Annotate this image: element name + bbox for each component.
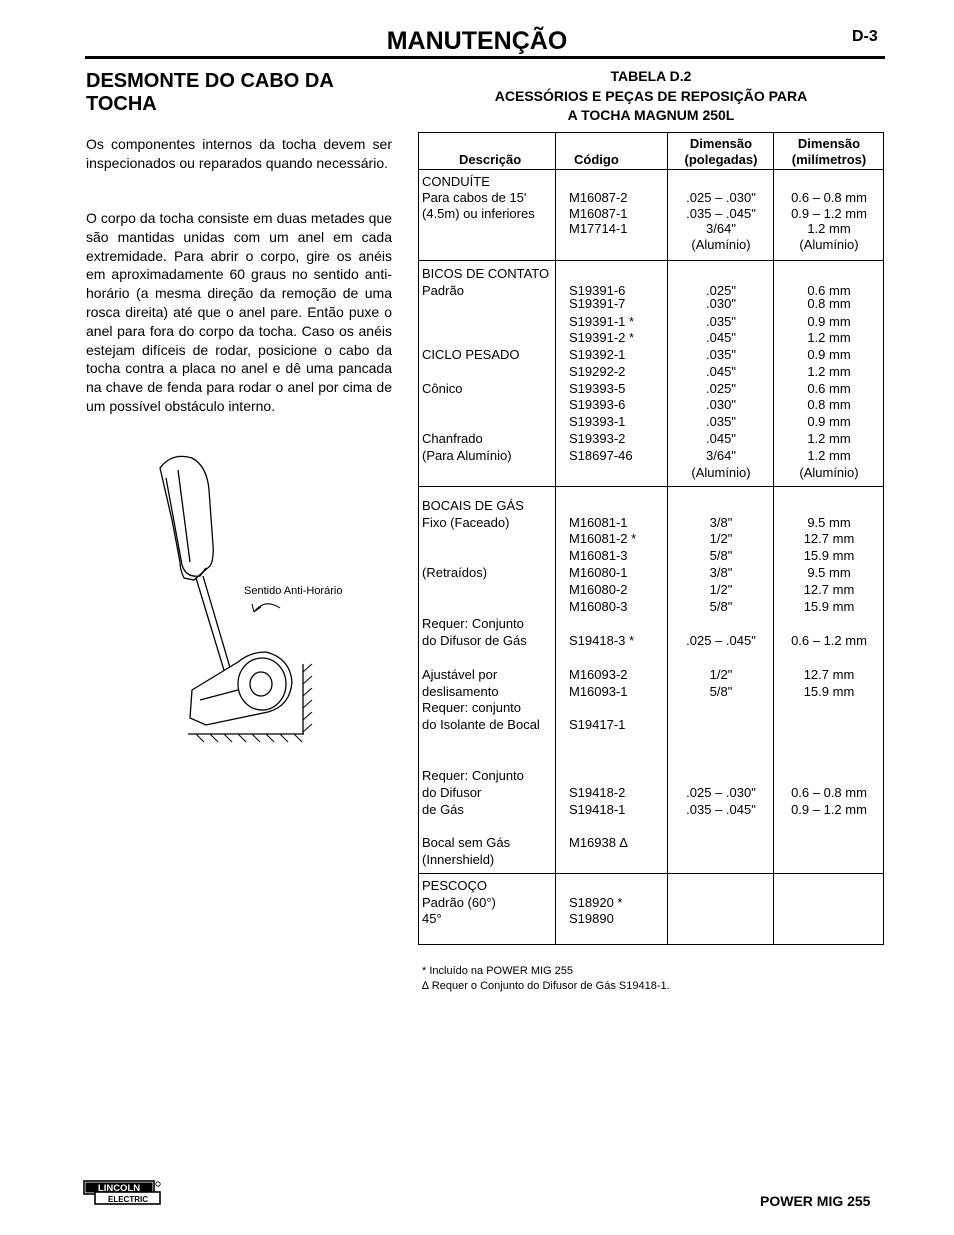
section-title [86,70,396,116]
table-cell-c3: 1/2" [709,582,733,597]
table-cell-c3: .030" [706,397,736,412]
table-cell-c2: M16093-1 [569,684,628,699]
table-cell-c3: .035" [706,314,736,329]
paragraph-1: Os componentes internos da tocha devem ser inspecionados ou reparados quando necessário. [86,136,392,171]
table-cell-c2: S19393-5 [569,381,626,396]
table-cell-c1: do Difusor de Gás [422,633,527,648]
table-cell-c4: 0.9 – 1.2 mm [791,802,867,817]
table-cell-c2: S19418-1 [569,802,626,817]
table-cell-c4: 0.8 mm [807,397,851,412]
table-cell-c2: S19391-2 * [569,330,635,345]
table-cell-c4: 15.9 mm [803,684,855,699]
table-cell-c4: (Alumínio) [799,237,859,252]
table-cell-c1: do Isolante de Bocal [422,717,540,732]
table-cell-c2: M16080-2 [569,582,628,597]
table-cell-c4: 1.2 mm [807,448,851,463]
table-cell-c1: BICOS DE CONTATO [422,266,550,281]
table-cell-c4: 12.7 mm [803,667,855,682]
table-cell-c4: 0.9 mm [807,414,851,429]
table-cell-c2: M16087-2 [569,190,628,205]
table-cell-c3: .045" [706,431,736,446]
table-cell-c4: 1.2 mm [807,221,851,236]
torch-disassembly-illustration [150,450,325,745]
table-cell-c4: 0.6 mm [807,381,851,396]
table-cell-c4: 1.2 mm [807,330,851,345]
table-cell-c4: 12.7 mm [803,531,855,546]
table-cell-c2: S19292-2 [569,364,626,379]
logo-text-top: LINCOLN [97,1183,141,1194]
table-cell-c3: .045" [706,364,736,379]
table-cell-c3: 1/2" [709,531,733,546]
table-title-line3: A TOCHA MAGNUM 250L [567,107,735,123]
table-title [418,67,884,126]
table-divider [555,133,556,944]
table-cell-c3: .035" [706,414,736,429]
table-cell-c4: 1.2 mm [807,431,851,446]
table-cell-c3: 5/8" [709,684,733,699]
table-cell-c4: 9.5 mm [807,565,851,580]
parts-table [418,132,884,945]
table-cell-c1: Para cabos de 15' [422,190,527,205]
table-cell-c1: (4.5m) ou inferiores [422,206,535,221]
title-rule [85,56,885,59]
table-cell-c2: M16081-3 [569,548,628,563]
table-cell-c1: Padrão [422,283,464,298]
table-cell-c1: Cônico [422,381,463,396]
table-cell-c4: 15.9 mm [803,599,855,614]
table-cell-c2: S19391-1 * [569,314,635,329]
page-number: D-3 [852,28,878,45]
page-title: MANUTENÇÃO [386,27,568,55]
table-cell-c2: S18920 * [569,895,623,910]
table-cell-c2: S19392-1 [569,347,626,362]
table-cell-c4: 9.5 mm [807,515,851,530]
table-cell-c4: 0.9 mm [807,314,851,329]
table-cell-c2: S19391-6 [569,283,626,298]
table-cell-c4: (Alumínio) [799,465,859,480]
footer-model: POWER MIG 255 [760,1193,871,1209]
table-cell-c1: PESCOÇO [422,878,488,893]
table-cell-c4: 12.7 mm [803,582,855,597]
table-cell-c1: Bocal sem Gás [422,835,511,850]
header-code: Código [574,152,619,167]
table-cell-c3: 1/2" [709,667,733,682]
section-title-line2: TOCHA [86,93,157,115]
table-cell-c3: .025 – .030" [686,190,756,205]
table-cell-c3: .035" [706,347,736,362]
table-cell-c2: M16080-3 [569,599,628,614]
footnote-delta: ∆ Requer o Conjunto do Difusor de Gás S19418-1. [422,980,670,992]
table-cell-c2: M16093-2 [569,667,628,682]
table-cell-c3: (Alumínio) [691,465,751,480]
table-rule [419,260,883,261]
header-inches-line2: (polegadas) [684,152,758,167]
table-cell-c2: M16938 ∆ [569,835,628,850]
table-cell-c3: .035 – .045" [686,206,756,221]
table-divider [667,133,668,944]
table-cell-c3: .030" [706,296,736,311]
table-cell-c1: do Difusor [422,785,482,800]
header-mm-line1: Dimensão [797,136,861,151]
table-cell-c2: S19417-1 [569,717,626,732]
table-cell-c3: .025 – .030" [686,785,756,800]
table-cell-c3: 5/8" [709,548,733,563]
table-cell-c1: de Gás [422,802,464,817]
table-cell-c3: .025 – .045" [686,633,756,648]
table-cell-c1: Requer: Conjunto [422,616,524,631]
table-divider [773,133,774,944]
paragraph-2: O corpo da tocha consiste em duas metades que são mantidas unidas com um anel em cada extremidade. Para abrir o corpo, gire os anéis em aproximadamente 60 graus no sentido anti-horário (a mesma direção da remoção de uma rosca direita) até que o anel pare. Então puxe o anel para fora do corpo da tocha. Caso os anéis estejam difíceis de rodar, posicione o cabo da tocha contra a placa no anel e dê uma pancada na chave de fenda para rodar o anel por cima de um possível obstáculo interno. [86,210,392,414]
table-cell-c2: S19418-2 [569,785,626,800]
table-cell-c3: .025" [706,283,736,298]
logo-text-bottom: ELECTRIC [108,1195,148,1204]
header-mm [775,136,883,168]
table-cell-c2: S18697-46 [569,448,633,463]
table-cell-c1: Padrão (60°) [422,895,496,910]
table-cell-c2: S19418-3 * [569,633,635,648]
table-title-line2: ACESSÓRIOS E PEÇAS DE REPOSIÇÃO PARA [494,87,808,104]
table-cell-c2: S19393-2 [569,431,626,446]
table-cell-c1: deslisamento [422,684,499,699]
footnote-asterisk: * Incluído na POWER MIG 255 [422,965,574,977]
table-rule [419,169,883,170]
table-cell-c3: .025" [706,381,736,396]
section-title-line1: DESMONTE DO CABO DA [86,70,334,92]
table-cell-c2: S19391-7 [569,296,626,311]
counterclockwise-label: Sentido Anti-Horário [244,585,343,597]
table-cell-c1: Ajustável por [422,667,498,682]
table-cell-c2: S19393-6 [569,397,626,412]
table-cell-c1: Requer: Conjunto [422,768,524,783]
table-cell-c4: 0.9 – 1.2 mm [791,206,867,221]
table-cell-c2: M16080-1 [569,565,628,580]
table-cell-c4: 0.9 mm [807,347,851,362]
table-cell-c1: BOCAIS DE GÁS [422,498,524,513]
table-cell-c1: Requer: conjunto [422,700,522,715]
table-cell-c4: 0.6 mm [807,283,851,298]
table-cell-c3: 3/64" [706,448,736,463]
table-cell-c1: (Innershield) [422,852,495,867]
lincoln-electric-logo [83,1180,161,1206]
table-cell-c2: M17714-1 [569,221,628,236]
table-cell-c2: M16081-2 * [569,531,637,546]
table-cell-c4: 0.6 – 1.2 mm [791,633,867,648]
table-cell-c2: S19393-1 [569,414,626,429]
table-cell-c1: CICLO PESADO [422,347,520,362]
table-cell-c3: 5/8" [709,599,733,614]
table-cell-c4: 15.9 mm [803,548,855,563]
table-cell-c1: Chanfrado [422,431,483,446]
table-cell-c2: M16081-1 [569,515,628,530]
table-cell-c4: 0.8 mm [807,296,851,311]
table-cell-c1: (Para Alumínio) [422,448,512,463]
table-cell-c1: Fixo (Faceado) [422,515,510,530]
header-description: Descrição [459,152,522,167]
table-cell-c3: .045" [706,330,736,345]
table-cell-c4: 0.6 – 0.8 mm [791,190,867,205]
table-title-line1: TABELA D.2 [610,68,692,84]
table-cell-c2: S19890 [569,911,614,926]
table-cell-c3: 3/64" [706,221,736,236]
table-cell-c2: M16087-1 [569,206,628,221]
table-cell-c3: 3/8" [709,565,733,580]
table-cell-c1: CONDUÍTE [422,174,490,189]
header-mm-line2: (milímetros) [791,152,867,167]
table-cell-c4: 1.2 mm [807,364,851,379]
header-inches-line1: Dimensão [689,136,753,151]
table-cell-c1: (Retraídos) [422,565,488,580]
table-cell-c3: (Alumínio) [691,237,751,252]
table-rule [419,873,883,874]
table-rule [419,486,883,487]
header-inches [669,136,773,168]
table-cell-c3: .035 – .045" [686,802,756,817]
table-cell-c4: 0.6 – 0.8 mm [791,785,867,800]
table-cell-c1: 45° [422,911,442,926]
table-cell-c3: 3/8" [709,515,733,530]
